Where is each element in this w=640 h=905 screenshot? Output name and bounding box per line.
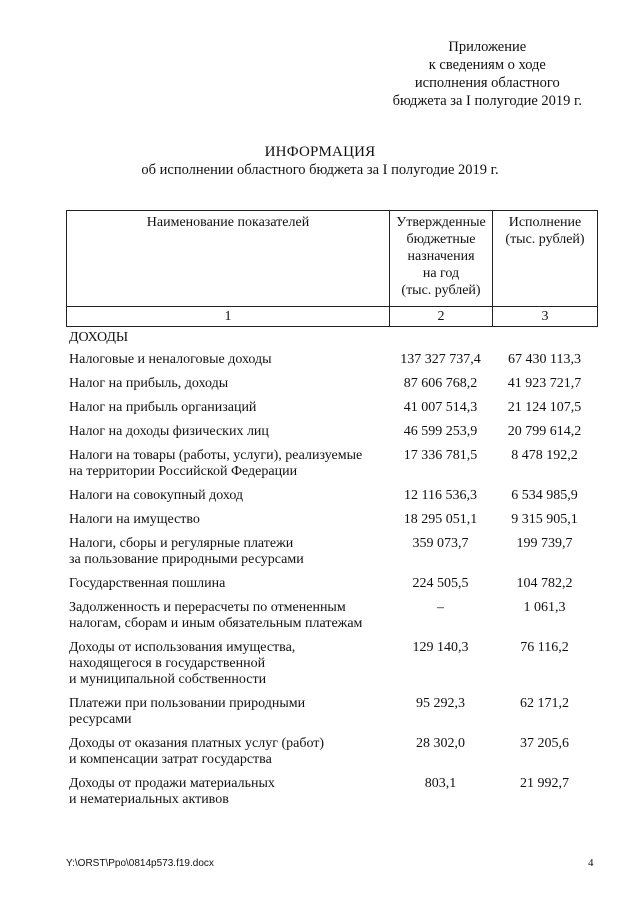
row-execution-value: 76 116,2: [520, 640, 569, 655]
row-name: [66, 736, 389, 776]
table-body: [66, 327, 597, 816]
row-name-line: Платежи при пользовании природными: [69, 696, 306, 711]
row-name-line: находящегося в государственной: [69, 656, 266, 671]
row-name: [66, 352, 389, 376]
row-approved-value: 803,1: [424, 776, 457, 791]
row-approved-value: 41 007 514,3: [403, 400, 478, 415]
column-number: 3: [493, 307, 598, 327]
row-execution-value: 37 205,6: [520, 736, 569, 751]
row-execution-value: 9 315 905,1: [511, 512, 578, 527]
row-name-line: Доходы от продажи материальных: [69, 776, 275, 791]
row-execution-value: 21 992,7: [520, 776, 569, 791]
appendix-line: к сведениям о ходе: [428, 57, 546, 73]
row-name: [66, 536, 389, 576]
row-execution-value: 8 478 192,2: [511, 448, 578, 463]
section-row: [66, 327, 597, 352]
row-name: [66, 448, 389, 488]
row-name-line: налогам, сборам и иным обязательным платежам: [69, 616, 363, 631]
table-row: [66, 600, 597, 640]
row-approved-value: 129 140,3: [412, 640, 469, 655]
title-sub: об исполнении областного бюджета за I полугодие 2019 г.: [141, 162, 499, 178]
table-row: [66, 736, 597, 776]
table-row: [66, 536, 597, 576]
row-name: [66, 576, 389, 600]
row-execution-value: 104 782,2: [516, 576, 573, 591]
table-row: [66, 640, 597, 696]
header-name: [67, 211, 390, 307]
table-header: [66, 210, 598, 327]
row-name-line: Доходы от оказания платных услуг (работ): [69, 736, 325, 751]
row-name-line: Налоговые и неналоговые доходы: [69, 352, 272, 367]
appendix-line: Приложение: [448, 39, 527, 55]
row-name-line: и муниципальной собственности: [69, 672, 267, 687]
row-name: [66, 776, 389, 816]
header-name-text: Наименование показателей: [146, 215, 310, 230]
row-execution-value: 21 124 107,5: [507, 400, 582, 415]
appendix-line: исполнения областного: [414, 75, 560, 91]
row-approved-value: –: [437, 600, 444, 615]
row-execution-value: 6 534 985,9: [511, 488, 578, 503]
footer-file-path: Y:\ORST\Ppo\0814p573.f19.docx: [66, 858, 214, 869]
row-approved-value: 28 302,0: [416, 736, 465, 751]
row-name-line: Задолженность и перерасчеты по отмененным: [69, 600, 346, 615]
row-approved-value: 12 116 536,3: [404, 488, 477, 503]
row-name: [66, 696, 389, 736]
header-execution-line: (тыс. рублей): [505, 232, 585, 247]
row-execution-value: 62 171,2: [520, 696, 569, 711]
row-name: [66, 640, 389, 696]
table-row: [66, 776, 597, 816]
row-approved-value: 17 336 781,5: [403, 448, 478, 463]
row-name: [66, 488, 389, 512]
table-row: [66, 400, 597, 424]
row-name: [66, 600, 389, 640]
header-execution-line: Исполнение: [508, 215, 582, 230]
appendix-note: [393, 38, 582, 110]
table-row: [66, 448, 597, 488]
row-name-line: Доходы от использования имущества,: [69, 640, 296, 655]
appendix-line: бюджета за I полугодие 2019 г.: [392, 93, 582, 109]
header-approved-line: бюджетные: [406, 232, 476, 247]
row-name-line: Государственная пошлина: [69, 576, 226, 591]
row-execution-value: 1 061,3: [523, 600, 566, 615]
row-execution-value: 20 799 614,2: [507, 424, 582, 439]
row-execution-value: 41 923 721,7: [507, 376, 582, 391]
row-approved-value: 18 295 051,1: [403, 512, 478, 527]
title-main: ИНФОРМАЦИЯ: [264, 144, 376, 160]
page-number: 4: [588, 857, 594, 869]
header-approved-line: на год: [422, 266, 460, 281]
header-approved-line: (тыс. рублей): [401, 283, 481, 298]
row-approved-value: 95 292,3: [416, 696, 465, 711]
section-title: ДОХОДЫ: [69, 330, 129, 345]
header-approved-line: назначения: [407, 249, 475, 264]
document-title: [0, 143, 640, 179]
row-approved-value: 137 327 737,4: [400, 352, 481, 367]
table-row: [66, 576, 597, 600]
row-name-line: Налог на прибыль, доходы: [69, 376, 229, 391]
row-approved-value: 46 599 253,9: [403, 424, 478, 439]
header-approved: [390, 211, 493, 307]
budget-table: [66, 210, 597, 816]
row-name: [66, 512, 389, 536]
column-number: 2: [390, 307, 493, 327]
table-row: [66, 696, 597, 736]
column-number: 1: [67, 307, 390, 327]
row-name: [66, 376, 389, 400]
row-name-line: Налог на прибыль организаций: [69, 400, 257, 415]
row-name-line: Налоги на товары (работы, услуги), реализуемые: [69, 448, 363, 463]
row-name-line: Налоги на имущество: [69, 512, 200, 527]
table-row: [66, 512, 597, 536]
row-name-line: Налоги на совокупный доход: [69, 488, 244, 503]
row-approved-value: 87 606 768,2: [403, 376, 478, 391]
table-row: [66, 488, 597, 512]
row-name-line: на территории Российской Федерации: [69, 464, 298, 479]
row-name-line: и компенсации затрат государства: [69, 752, 272, 767]
row-name: [66, 400, 389, 424]
row-name-line: Налог на доходы физических лиц: [69, 424, 269, 439]
row-execution-value: 67 430 113,3: [508, 352, 581, 367]
table-row: [66, 376, 597, 400]
row-name-line: ресурсами: [69, 712, 132, 727]
header-approved-line: Утвержденные: [396, 215, 486, 230]
row-approved-value: 224 505,5: [412, 576, 469, 591]
row-name-line: и нематериальных активов: [69, 792, 229, 807]
table-row: [66, 352, 597, 376]
table-row: [66, 424, 597, 448]
row-name-line: Налоги, сборы и регулярные платежи: [69, 536, 294, 551]
row-name: [66, 424, 389, 448]
row-name-line: за пользование природными ресурсами: [69, 552, 304, 567]
row-execution-value: 199 739,7: [516, 536, 573, 551]
row-approved-value: 359 073,7: [412, 536, 469, 551]
header-execution: [493, 211, 598, 307]
